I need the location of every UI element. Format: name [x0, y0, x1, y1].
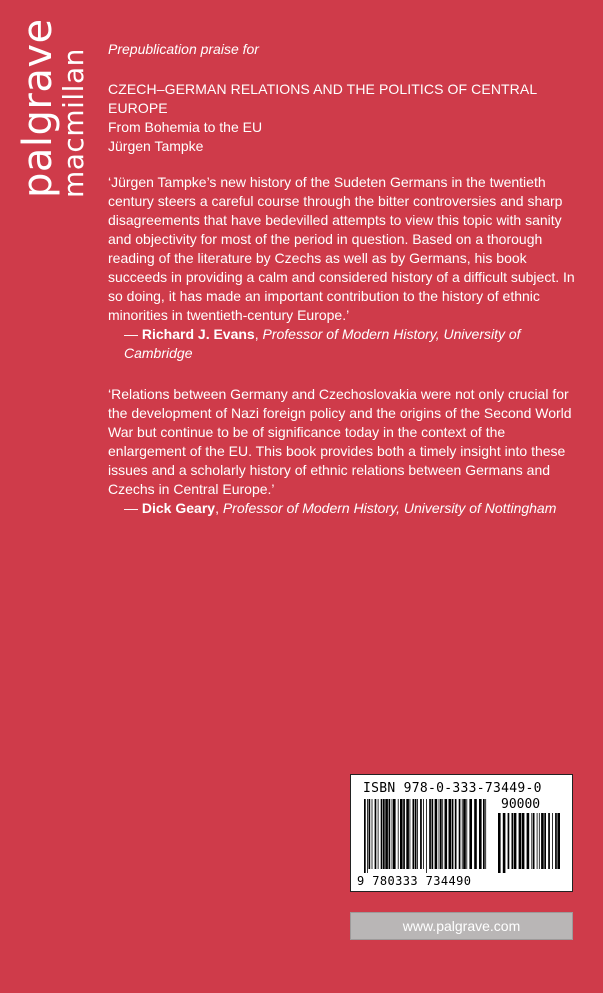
barcode-bar: [479, 799, 482, 869]
logo-wordmark: [15, 18, 90, 198]
barcode-bar: [369, 799, 371, 869]
isbn-label: ISBN 978-0-333-73449-0: [363, 781, 542, 796]
attribution-dash: —: [124, 326, 138, 342]
barcode-bar: [485, 799, 486, 869]
barcode-bar: [364, 799, 366, 873]
book-author: Jürgen Tampke: [108, 138, 204, 154]
endorsement-1: [108, 173, 578, 363]
barcode-bar: [383, 799, 385, 869]
barcode-bar: [429, 799, 431, 869]
barcode-bar: [519, 813, 522, 869]
barcode-bar: [531, 813, 532, 869]
barcode-bar: [442, 799, 443, 869]
barcode-bar: [459, 799, 461, 869]
barcode-bar: [389, 799, 391, 869]
attribution-position: Professor of Modern History, University of Cambridge: [124, 326, 521, 361]
barcode-bar: [466, 799, 467, 869]
attribution-name: Dick Geary: [141, 500, 216, 516]
barcode-bar: [483, 799, 485, 869]
barcode-bar: [463, 799, 466, 869]
barcode-bar: [410, 799, 411, 869]
barcode-ean-number: 9 780333 734490: [357, 874, 472, 888]
barcode-bar: [413, 799, 415, 869]
barcode-bar: [406, 799, 409, 869]
barcode-bar: [557, 813, 560, 869]
publisher-website[interactable]: www.palgrave.com: [350, 912, 573, 940]
endorsement-2: [108, 385, 578, 518]
barcode-bar: [423, 799, 424, 869]
barcode-bar: [503, 813, 506, 873]
barcode-bar: [415, 799, 417, 869]
barcode-bar: [417, 799, 418, 869]
endorsement-attribution: — Dick Geary, Professor of Modern History, University of Nottingham: [124, 500, 557, 516]
endorsement-attribution: — Richard J. Evans, Professor of Modern History, University of Cambridge: [124, 326, 521, 361]
barcode-bar: [514, 813, 517, 869]
barcode-bar: [372, 799, 373, 869]
barcode-bar: [452, 799, 454, 869]
barcode-bar: [439, 799, 440, 869]
barcode-bar: [378, 799, 379, 869]
barcode-bar: [455, 799, 457, 869]
attribution-dash: —: [124, 500, 138, 516]
barcode-bar: [512, 813, 514, 869]
endorsement-text: ‘Jürgen Tampke’s new history of the Sudeten Germans in the twentieth century steers a careful course through the bitter controversies and sharp disagreements that have bedevilled attempts to view this topic with sanity and objectivity for most of the period in question. Based on a thorough reading of the literature by Czechs as well as by Germans, his book succeeds in providing a calm and considered history of a difficult subject. In so doing, it has made an important contribution to the history of ethnic minorities in twentieth-century Europe.’: [108, 174, 575, 323]
back-cover-content: [108, 40, 578, 518]
barcode-bar: [393, 799, 396, 869]
barcode-bar: [445, 799, 448, 869]
barcode-bar: [498, 813, 501, 873]
barcode-bar: [375, 799, 377, 869]
barcode-bar: [474, 799, 477, 869]
barcode-bar: [552, 813, 553, 869]
barcode-bar: [537, 813, 538, 869]
barcode-bar: [432, 799, 434, 869]
barcode-bar: [449, 799, 452, 869]
barcode-bar: [403, 799, 405, 869]
barcode-bar: [469, 799, 472, 869]
barcode-addon-number: 90000: [501, 797, 541, 812]
barcode-bar: [555, 813, 557, 869]
barcode-addon-bars: [497, 813, 561, 873]
barcode-bar: [392, 799, 393, 869]
barcode-bar: [367, 799, 368, 873]
publisher-logo: [15, 18, 90, 198]
barcode-bar: [533, 813, 535, 869]
barcode-bar: [508, 813, 510, 869]
barcode-bar: [548, 813, 550, 869]
barcode-bar: [398, 799, 399, 869]
barcode-bar: [435, 799, 438, 869]
barcode-bar: [385, 799, 388, 869]
endorsement-text: ‘Relations between Germany and Czechoslovakia were not only crucial for the development of Nazi foreign policy and the origins of the Second World War but continue to be of significance today in the context of the enlargement of the EU. This book provides both a timely insight into these issues and a scholarly history of ethnic relations between Germans and Czechs in Central Europe.’: [108, 386, 572, 497]
praise-eyebrow: Prepublication praise for: [108, 41, 259, 57]
barcode-bar: [381, 799, 383, 869]
barcode-bar: [541, 813, 544, 869]
logo-secondary: macmillan: [57, 48, 90, 198]
logo-primary: palgrave: [15, 18, 61, 198]
book-subtitle: From Bohemia to the EU: [108, 119, 263, 135]
isbn-barcode-panel: [350, 774, 573, 892]
barcode-bar: [544, 813, 546, 869]
barcode-bar: [426, 799, 427, 873]
barcode-bar: [462, 799, 463, 869]
barcode-bar: [539, 813, 540, 869]
barcode-bar: [400, 799, 403, 869]
book-title: CZECH–GERMAN RELATIONS AND THE POLITICS OF CENTRAL EUROPE: [108, 81, 537, 116]
barcode-bar: [420, 799, 422, 869]
barcode-bar: [522, 813, 525, 869]
barcode-bar: [440, 799, 442, 869]
attribution-name: Richard J. Evans: [141, 326, 255, 342]
barcode-bar: [527, 813, 530, 869]
barcode-main-bars: [363, 799, 489, 873]
attribution-position: Professor of Modern History, University of Nottingham: [222, 500, 557, 516]
